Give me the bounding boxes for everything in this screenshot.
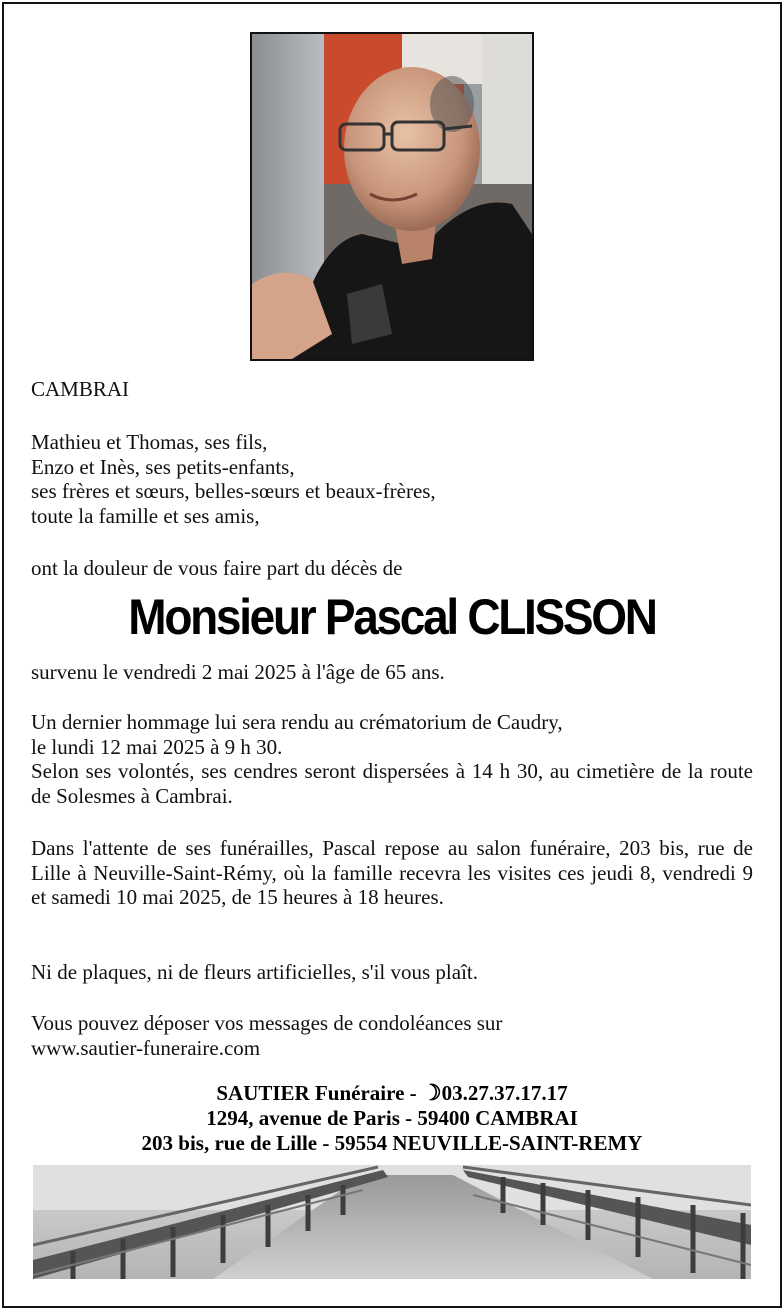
family-line: ses frères et sœurs, belles-sœurs et beaux-frères, bbox=[31, 479, 436, 503]
visitation-info: Dans l'attente de ses funérailles, Pascal repose au salon funéraire, 203 bis, rue de Lille à Neuville-Saint-Rémy, où la famille recevra les visites ces jeudi 8, vendredi 9 et samedi 10 mai 2025, de 15 heures à 18 heures. bbox=[31, 836, 753, 909]
flowers-notice: Ni de plaques, ni de fleurs artificielles, s'il vous plaît. bbox=[31, 960, 479, 984]
funeral-home-block bbox=[0, 1080, 784, 1156]
condolences-text: Vous pouvez déposer vos messages de condoléances sur bbox=[31, 1011, 503, 1035]
death-info: survenu le vendredi 2 mai 2025 à l'âge de 65 ans. bbox=[31, 660, 445, 684]
ceremony-block bbox=[31, 710, 753, 808]
family-line: Mathieu et Thomas, ses fils, bbox=[31, 430, 268, 454]
funeral-home-name: SAUTIER Funéraire - bbox=[216, 1081, 422, 1105]
family-line: Enzo et Inès, ses petits-enfants, bbox=[31, 454, 295, 479]
funeral-home-address-2: 203 bis, rue de Lille - 59554 NEUVILLE-SAINT-REMY bbox=[141, 1131, 643, 1155]
family-line: toute la famille et ses amis, bbox=[31, 503, 260, 528]
condolences-website[interactable]: www.sautier-funeraire.com bbox=[31, 1035, 261, 1060]
funeral-home-address-1: 1294, avenue de Paris - 59400 CAMBRAI bbox=[206, 1106, 578, 1130]
condolences-block bbox=[31, 1011, 753, 1060]
ceremony-line: Un dernier hommage lui sera rendu au crématorium de Caudry, bbox=[31, 710, 563, 734]
bridge-photo bbox=[33, 1165, 751, 1279]
family-list bbox=[31, 430, 753, 528]
portrait-photo bbox=[250, 32, 534, 361]
ceremony-line: le lundi 12 mai 2025 à 9 h 30. bbox=[31, 734, 283, 759]
deceased-name: Monsieur Pascal CLISSON bbox=[128, 589, 656, 645]
location: CAMBRAI bbox=[31, 377, 130, 401]
announcement: ont la douleur de vous faire part du décès de bbox=[31, 556, 403, 580]
ceremony-line: Selon ses volontés, ses cendres seront dispersées à 14 h 30, au cimetière de la route de Solesmes à Cambrai. bbox=[31, 759, 753, 808]
phone-icon: ☽ bbox=[421, 1080, 442, 1105]
funeral-home-line bbox=[0, 1080, 784, 1106]
funeral-home-phone[interactable]: 03.27.37.17.17 bbox=[441, 1081, 568, 1105]
